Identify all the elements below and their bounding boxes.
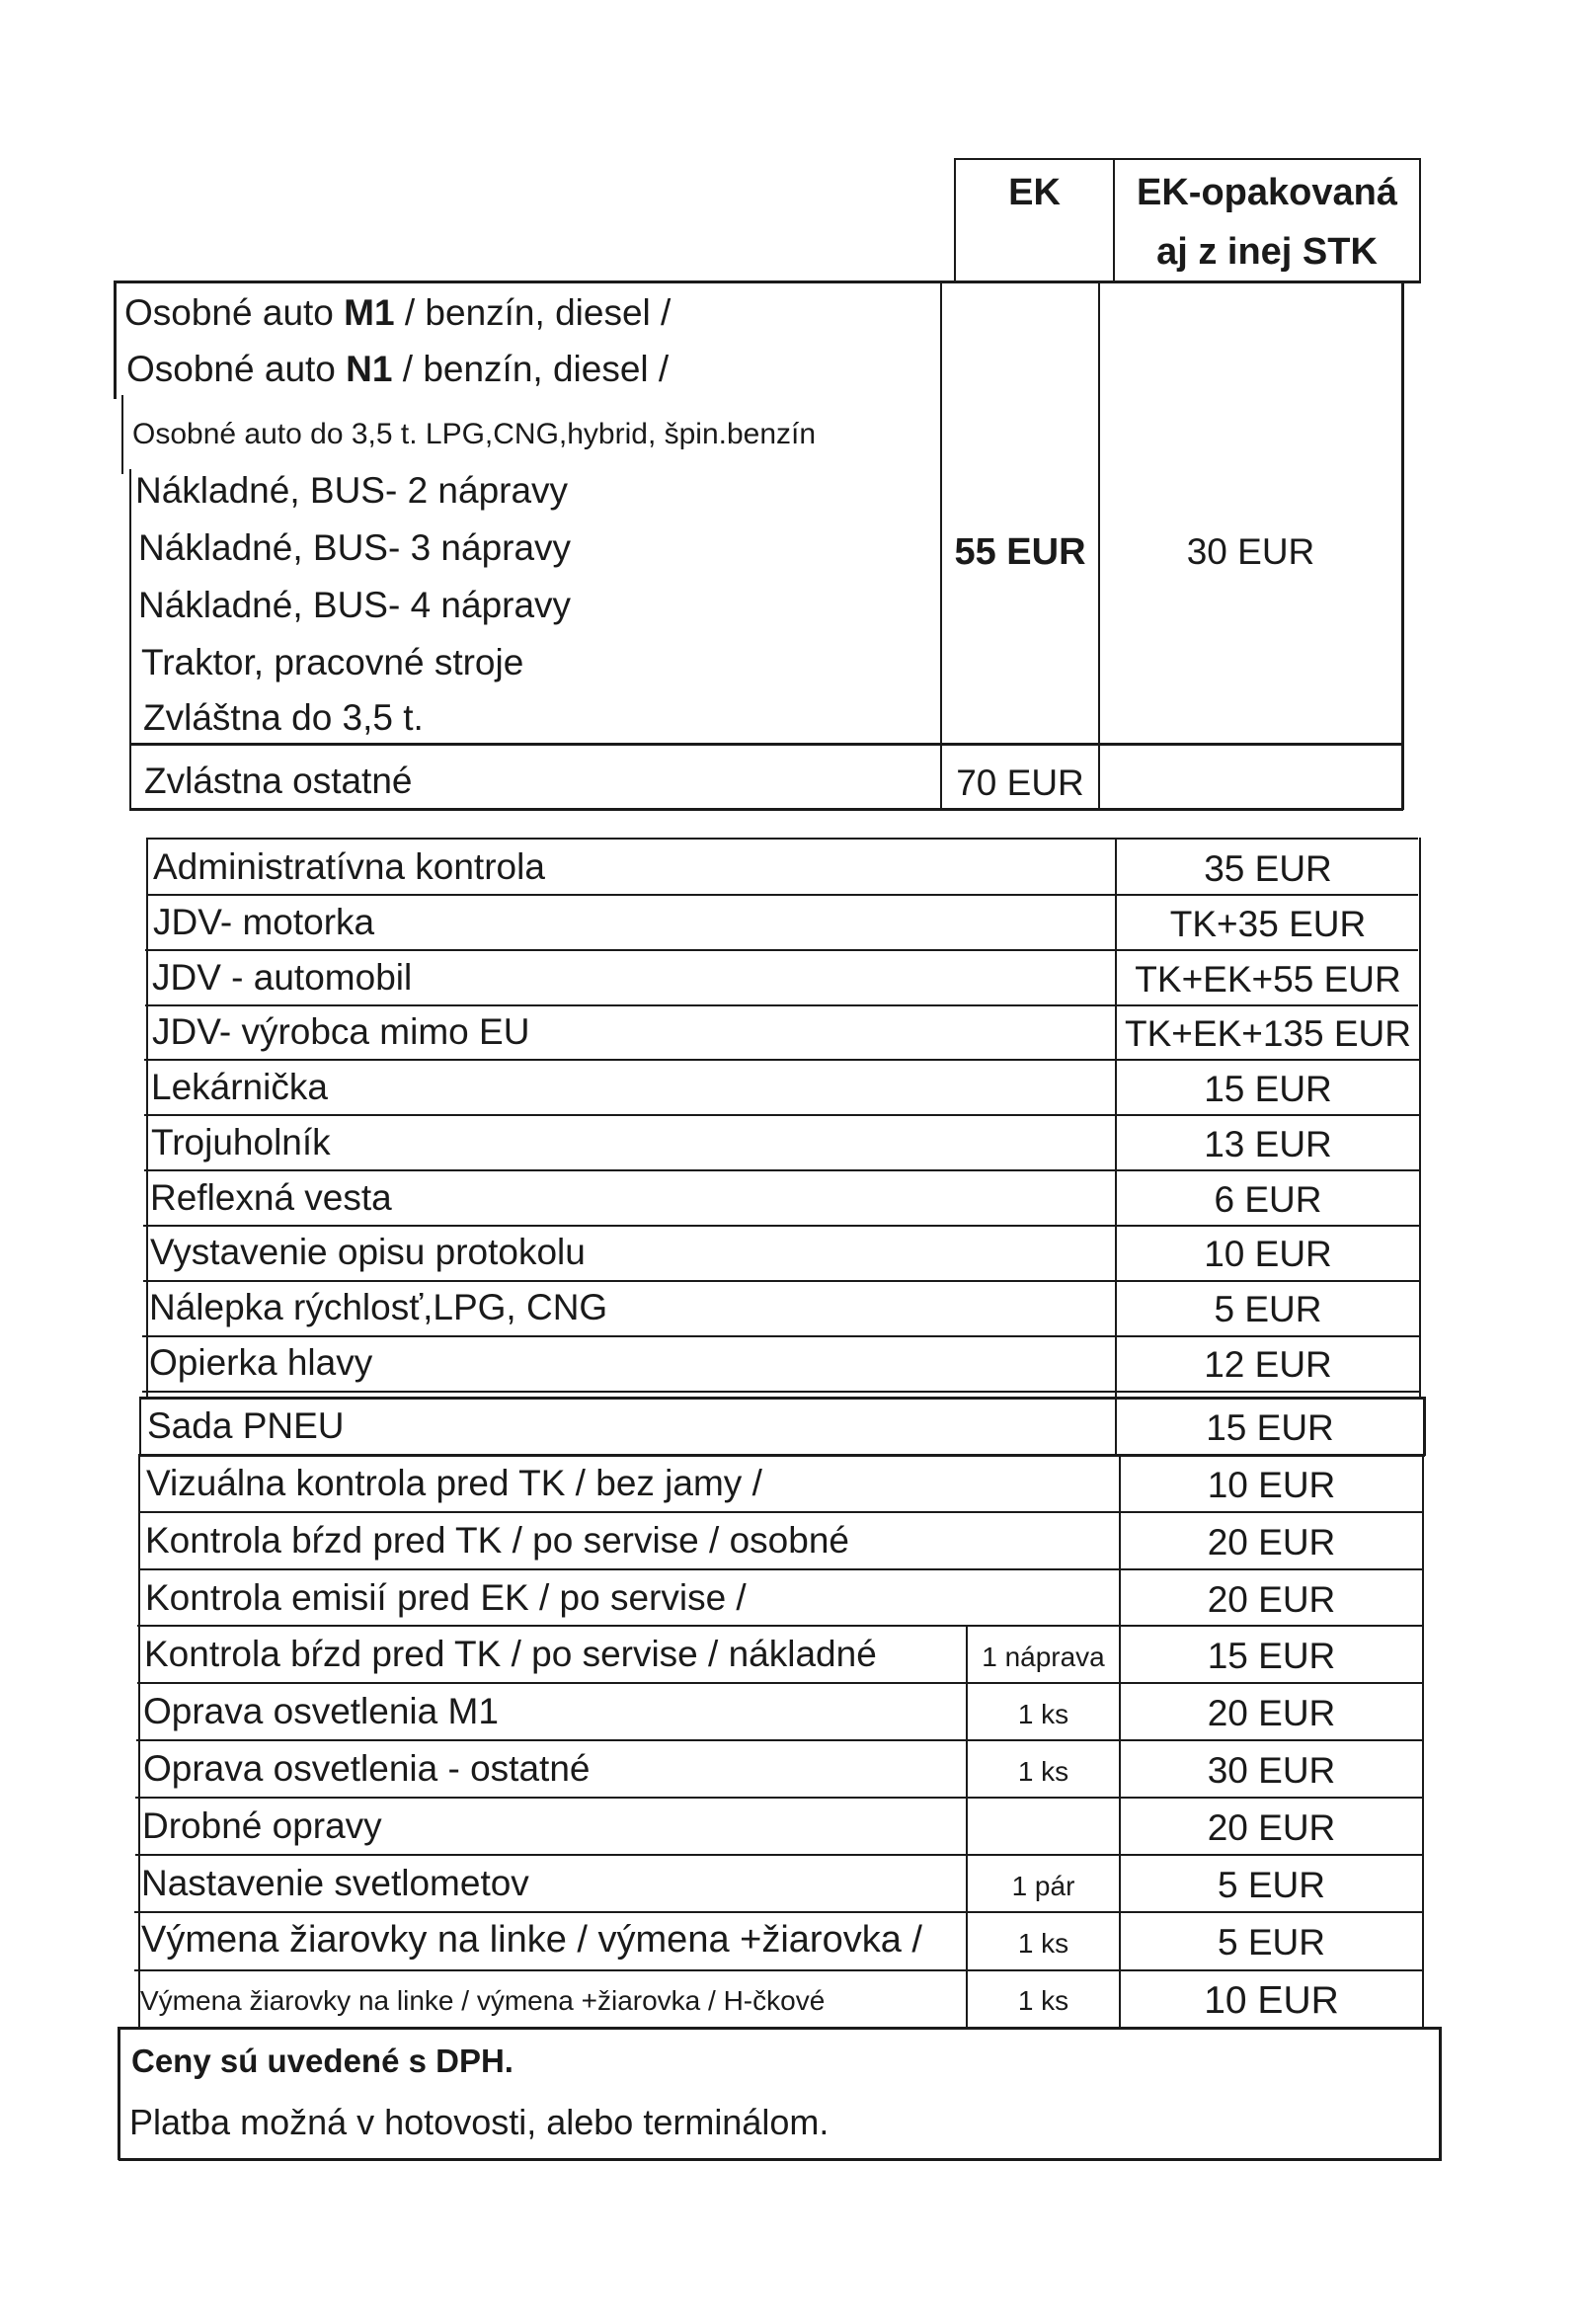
service-label: Reflexná vesta bbox=[150, 1177, 392, 1218]
service-price: 10 EUR bbox=[1204, 1979, 1339, 2022]
service-price: 10 EUR bbox=[1204, 1234, 1332, 1274]
service-label: Výmena žiarovky na linke / výmena +žiarovka / H-čkové bbox=[140, 1985, 826, 2016]
service-label: JDV - automobil bbox=[152, 957, 413, 998]
service-unit: 1 ks bbox=[1017, 1928, 1069, 1959]
service-price: 12 EUR bbox=[1204, 1344, 1332, 1385]
vehicle-special-label: Zvlástna ostatné bbox=[144, 761, 413, 801]
service-price: 13 EUR bbox=[1204, 1124, 1332, 1164]
header-ek-repeat-line1: EK-opakovaná bbox=[1137, 172, 1397, 213]
price-special-ek: 70 EUR bbox=[956, 762, 1084, 803]
service-label: Drobné opravy bbox=[142, 1805, 382, 1846]
service-unit: 1 ks bbox=[1017, 1699, 1069, 1729]
vehicle-row: Osobné auto do 3,5 t. LPG,CNG,hybrid, špin.benzín bbox=[132, 418, 817, 450]
vehicle-row: Zvláštna do 3,5 t. bbox=[143, 697, 424, 738]
vehicle-row: Nákladné, BUS- 4 nápravy bbox=[138, 585, 572, 625]
service-label: Oprava osvetlenia M1 bbox=[143, 1691, 499, 1731]
service-price: 30 EUR bbox=[1207, 1750, 1336, 1791]
header-ek-repeat-line2: aj z inej STK bbox=[1156, 231, 1378, 273]
service-unit: 1 pár bbox=[1011, 1871, 1075, 1901]
service-price: TK+EK+55 EUR bbox=[1135, 959, 1401, 1000]
service-label: Sada PNEU bbox=[147, 1405, 345, 1446]
service-price: 15 EUR bbox=[1207, 1636, 1336, 1676]
service-price: 5 EUR bbox=[1218, 1865, 1325, 1905]
service-label: Vystavenie opisu protokolu bbox=[150, 1232, 586, 1272]
service-label: Výmena žiarovky na linke / výmena +žiarovka / bbox=[141, 1919, 922, 1961]
service-price: 35 EUR bbox=[1204, 848, 1332, 889]
service-label: Vizuálna kontrola pred TK / bez jamy / bbox=[146, 1463, 762, 1503]
service-price: TK+EK+135 EUR bbox=[1125, 1013, 1411, 1054]
service-label: Nastavenie svetlometov bbox=[141, 1863, 529, 1903]
service-price: 15 EUR bbox=[1204, 1069, 1332, 1109]
service-label: Opierka hlavy bbox=[149, 1342, 373, 1383]
service-label: Oprava osvetlenia - ostatné bbox=[143, 1748, 591, 1789]
service-label: Administratívna kontrola bbox=[153, 846, 545, 887]
service-unit: 1 ks bbox=[1017, 1985, 1069, 2016]
service-label: Trojuholník bbox=[151, 1122, 331, 1162]
service-price: 20 EUR bbox=[1207, 1522, 1336, 1563]
service-label: Nálepka rýchlosť,LPG, CNG bbox=[149, 1287, 608, 1327]
service-unit: 1 náprava bbox=[982, 1642, 1105, 1672]
vehicle-row: Traktor, pracovné stroje bbox=[141, 642, 524, 682]
vehicle-row: Osobné auto N1 / benzín, diesel / bbox=[126, 349, 670, 389]
service-label: Lekárnička bbox=[151, 1067, 328, 1107]
price-ek-standard: 55 EUR bbox=[954, 531, 1086, 573]
service-price: 10 EUR bbox=[1207, 1465, 1336, 1505]
price-ek-repeat: 30 EUR bbox=[1186, 531, 1315, 572]
service-price: 20 EUR bbox=[1207, 1579, 1336, 1620]
service-unit: 1 ks bbox=[1017, 1756, 1069, 1787]
service-label: JDV- motorka bbox=[153, 902, 375, 942]
service-price: 5 EUR bbox=[1218, 1922, 1325, 1963]
service-label: JDV- výrobca mimo EU bbox=[152, 1011, 530, 1052]
service-price: 15 EUR bbox=[1206, 1407, 1334, 1448]
vat-note: Ceny sú uvedené s DPH. bbox=[131, 2043, 514, 2079]
vehicle-row: Osobné auto M1 / benzín, diesel / bbox=[124, 292, 672, 333]
service-label: Kontrola bŕzd pred TK / po servise / osobné bbox=[145, 1520, 849, 1561]
payment-note: Platba možná v hotovosti, alebo terminálom. bbox=[129, 2102, 830, 2142]
service-price: 20 EUR bbox=[1207, 1807, 1336, 1848]
header-ek: EK bbox=[1008, 172, 1061, 213]
service-price: 6 EUR bbox=[1214, 1179, 1322, 1220]
service-price: TK+35 EUR bbox=[1169, 904, 1367, 944]
service-label: Kontrola bŕzd pred TK / po servise / nákladné bbox=[144, 1634, 877, 1674]
service-label: Kontrola emisií pred EK / po servise / bbox=[145, 1577, 747, 1618]
service-price: 20 EUR bbox=[1207, 1693, 1336, 1733]
service-price: 5 EUR bbox=[1214, 1289, 1322, 1329]
vehicle-row: Nákladné, BUS- 2 nápravy bbox=[135, 470, 569, 511]
vehicle-row: Nákladné, BUS- 3 nápravy bbox=[138, 527, 572, 568]
